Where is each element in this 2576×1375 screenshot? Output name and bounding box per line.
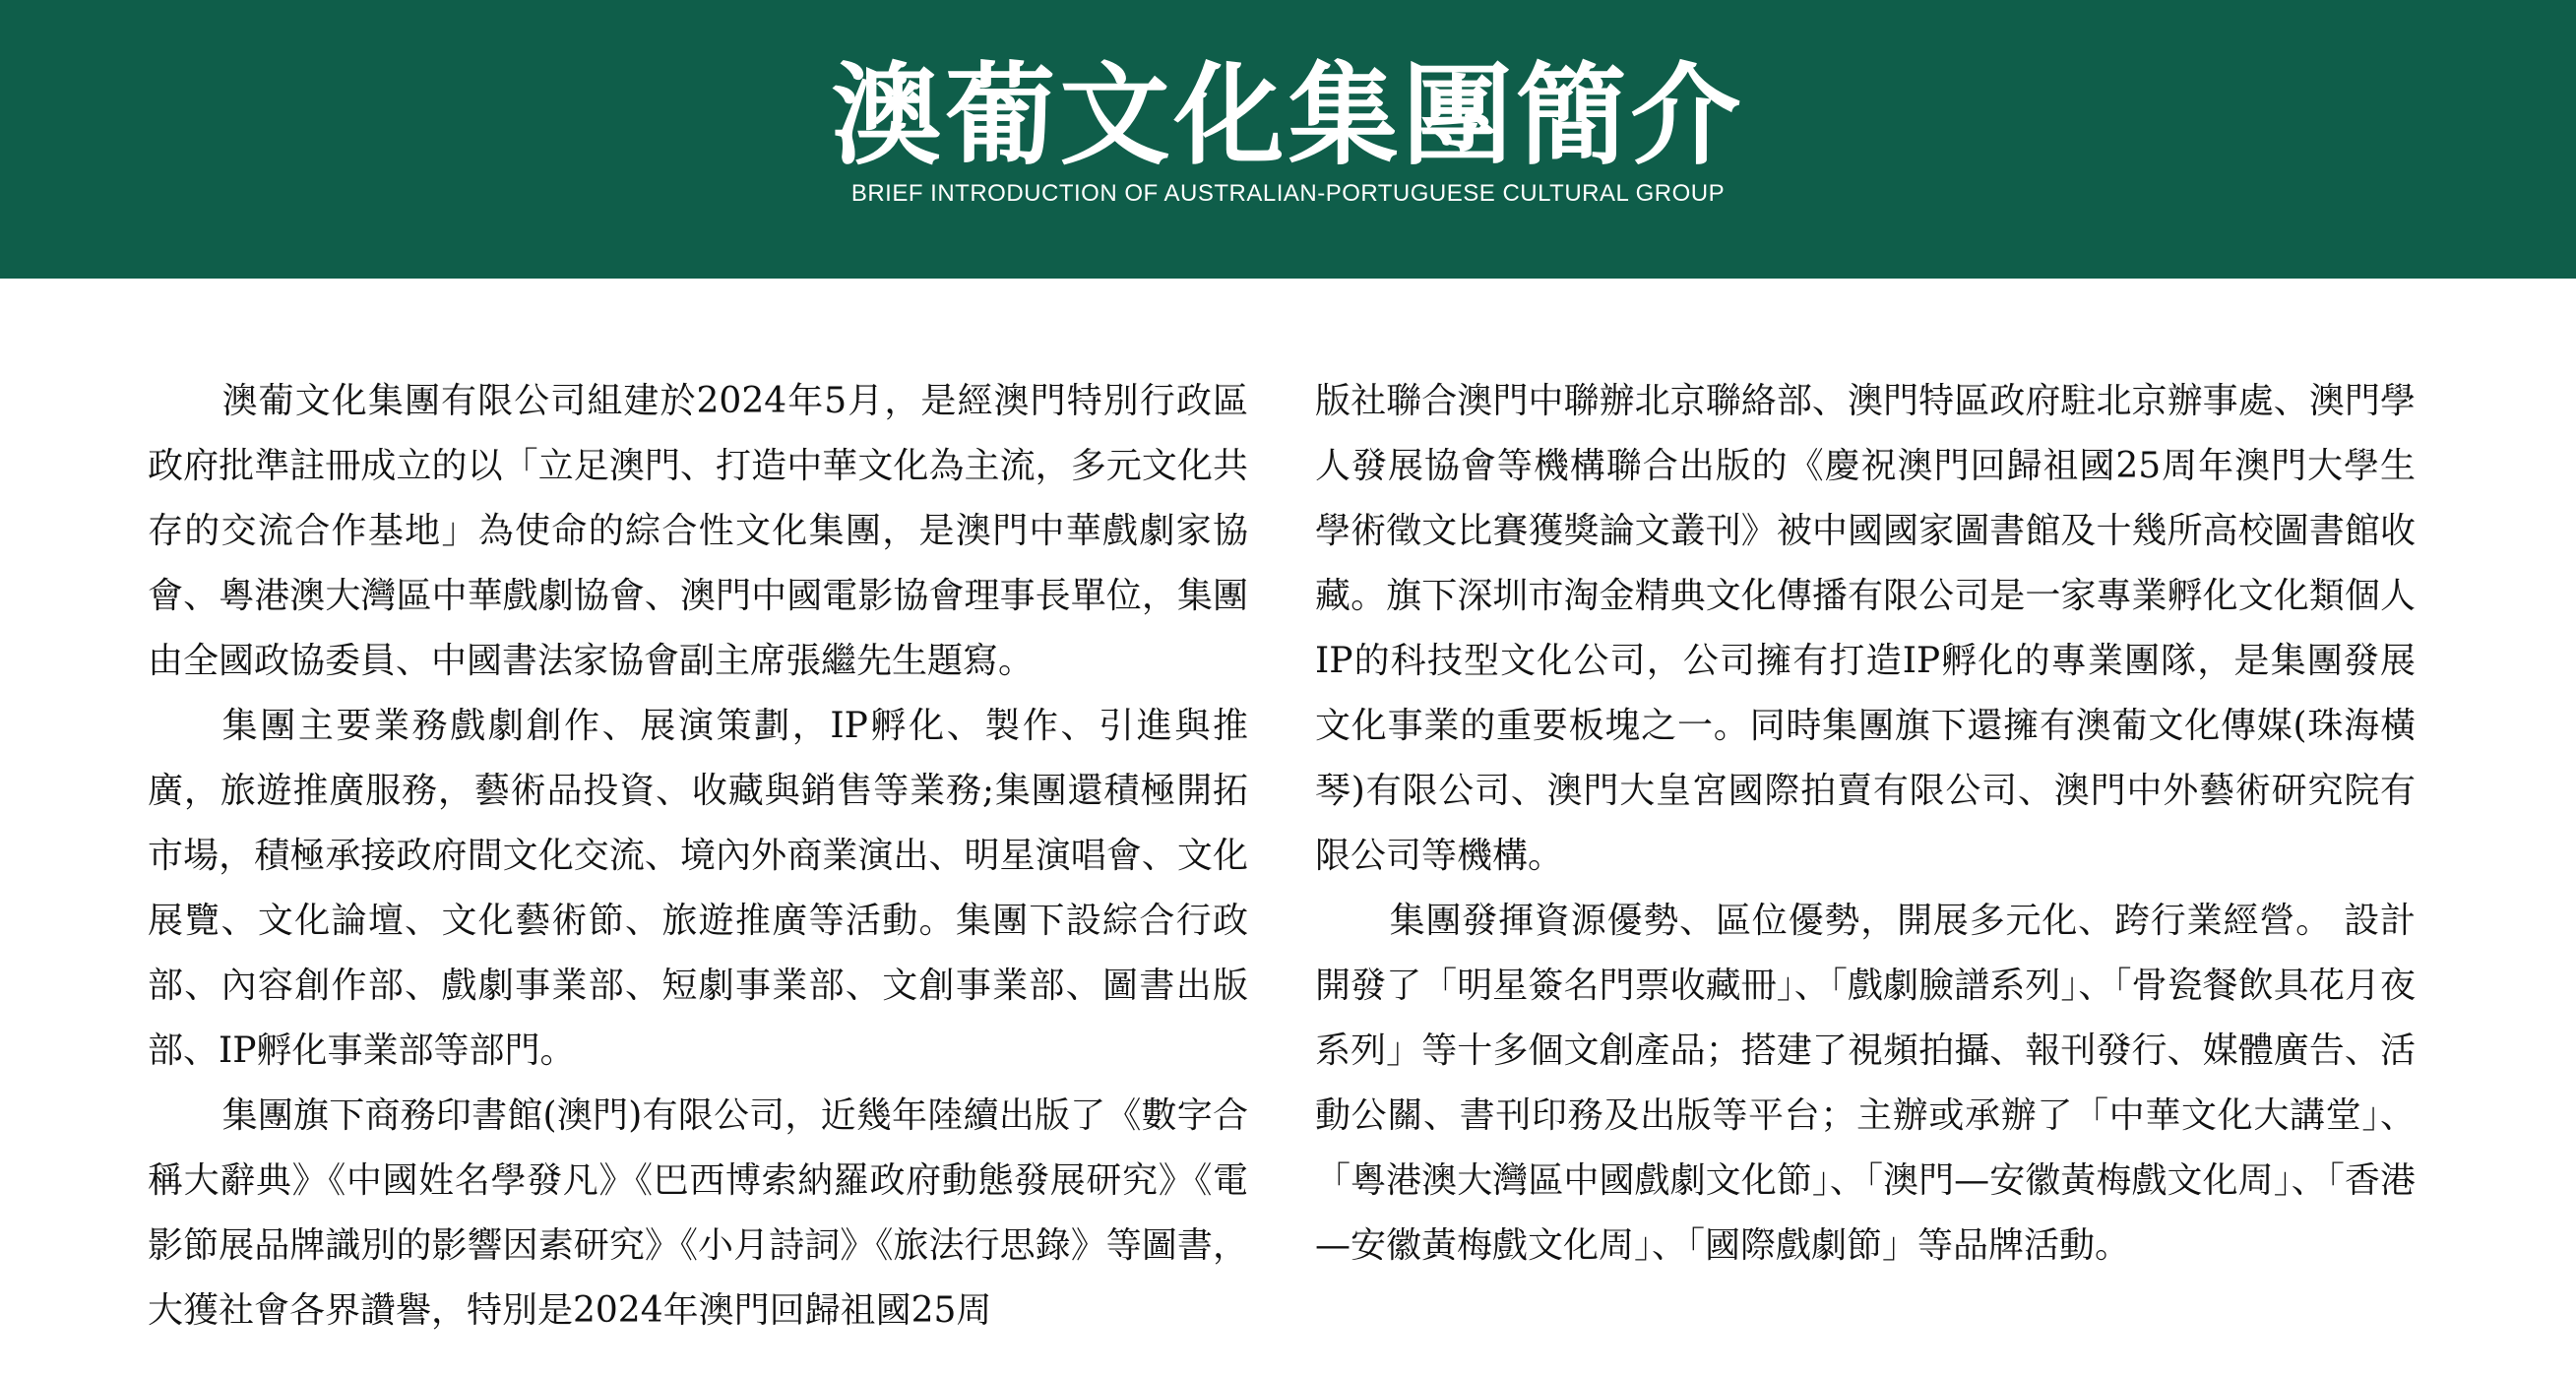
header-banner <box>0 0 2576 279</box>
page-subtitle: BRIEF INTRODUCTION OF AUSTRALIAN-PORTUGUESE CULTURAL GROUP <box>850 180 1726 207</box>
paragraph-operations: 集團發揮資源優勢、區位優勢，開展多元化、跨行業經營。 設計開發了「明星簽名門票收藏冊」、「戲劇臉譜系列」、「骨瓷餐飲具花月夜系列」等十多個文創產品；搭建了視頻拍攝、報刊發行、媒體廣告、活動公關、書刊印務及出版等平台；主辦或承辦了「中華文化大講堂」、「粵港澳大灣區中國戲劇文化節」、「澳門—安徽黃梅戲文化周」、「香港—安徽黃梅戲文化周」、「國際戲劇節」等品牌活動。 <box>1315 901 2416 1266</box>
right-text-column <box>1315 369 2416 1279</box>
left-text-column <box>148 369 1248 1344</box>
paragraph-founding: 澳葡文化集團有限公司組建於2024年5月，是經澳門特別行政區政府批準註冊成立的以「立足澳門、打造中華文化為主流，多元文化共存的交流合作基地」為使命的綜合性文化集團，是澳門中華戲劇家協會、粵港澳大灣區中華戲劇協會、澳門中國電影協會理事長單位，集團由全國政協委員、中國書法家協會副主席張繼先生題寫。 <box>148 381 1248 681</box>
paragraph-publishing: 集團旗下商務印書館(澳門)有限公司，近幾年陸續出版了《數字合稱大辭典》《中國姓名學發凡》《巴西博索納羅政府動態發展研究》《電影節展品牌識別的影響因素研究》《小月詩詞》《旅法行思錄》等圖書，大獲社會各界讚譽，特別是2024年澳門回歸祖國25周 <box>148 1095 1248 1331</box>
page-title: 澳葡文化集團簡介 <box>831 52 1745 180</box>
paragraph-business: 集團主要業務戲劇創作、展演策劃，IP孵化、製作、引進與推廣，旅遊推廣服務，藝術品投資、收藏與銷售等業務;集團還積極開拓市場，積極承接政府間文化交流、境內外商業演出、明星演唱會、文化展覽、文化論壇、文化藝術節、旅遊推廣等活動。集團下設綜合行政部、內容創作部、戲劇事業部、短劇事業部、文創事業部、圖書出版部、IP孵化事業部等部門。 <box>148 706 1248 1071</box>
paragraph-publishing-continued: 版社聯合澳門中聯辦北京聯絡部、澳門特區政府駐北京辦事處、澳門學人發展協會等機構聯合出版的《慶祝澳門回歸祖國25周年澳門大學生學術徵文比賽獲獎論文叢刊》被中國國家圖書館及十幾所高校圖書館收藏。旗下深圳市淘金精典文化傳播有限公司是一家專業孵化文化類個人IP的科技型文化公司，公司擁有打造IP孵化的專業團隊，是集團發展文化事業的重要板塊之一。同時集團旗下還擁有澳葡文化傳媒(珠海橫琴)有限公司、澳門大皇宮國際拍賣有限公司、澳門中外藝術研究院有限公司等機構。 <box>1315 381 2416 876</box>
